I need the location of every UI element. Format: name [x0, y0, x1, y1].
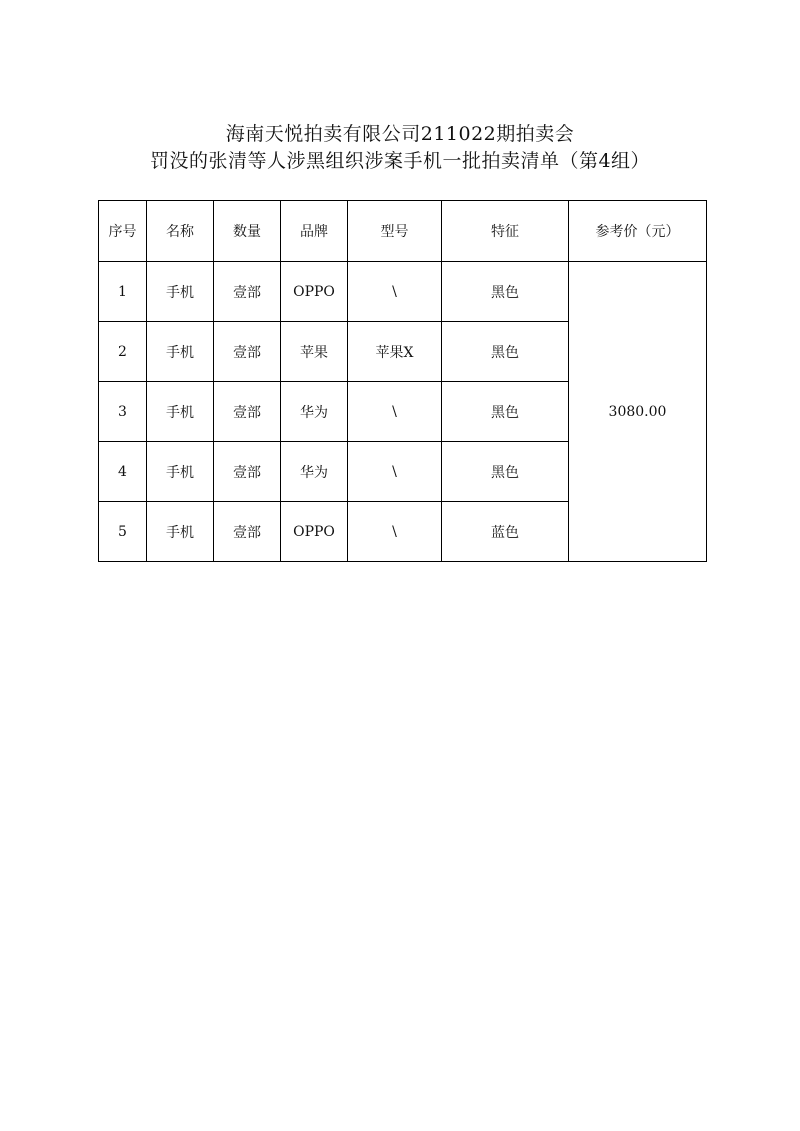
table-row [99, 262, 707, 322]
cell-feature: 蓝色 [442, 502, 569, 562]
cell-quantity: 壹部 [214, 382, 281, 442]
header-brand: 品牌 [281, 201, 348, 262]
cell-model: 苹果X [348, 322, 442, 382]
cell-name: 手机 [147, 262, 214, 322]
header-model: 型号 [348, 201, 442, 262]
cell-index: 4 [99, 442, 147, 502]
cell-index: 5 [99, 502, 147, 562]
cell-quantity: 壹部 [214, 502, 281, 562]
table-header-row [99, 201, 707, 262]
header-price: 参考价（元） [569, 201, 707, 262]
cell-reference-price: 3080.00 [569, 262, 707, 562]
cell-model: \ [348, 262, 442, 322]
cell-quantity: 壹部 [214, 262, 281, 322]
cell-feature: 黑色 [442, 262, 569, 322]
cell-brand: 华为 [281, 382, 348, 442]
cell-model: \ [348, 502, 442, 562]
cell-brand: OPPO [281, 502, 348, 562]
cell-index: 3 [99, 382, 147, 442]
cell-name: 手机 [147, 382, 214, 442]
header-feature: 特征 [442, 201, 569, 262]
document-title-line-2: 罚没的张清等人涉黑组织涉案手机一批拍卖清单（第4组） [149, 150, 651, 172]
cell-feature: 黑色 [442, 442, 569, 502]
cell-quantity: 壹部 [214, 322, 281, 382]
cell-index: 1 [99, 262, 147, 322]
cell-quantity: 壹部 [214, 442, 281, 502]
cell-brand: 苹果 [281, 322, 348, 382]
cell-name: 手机 [147, 442, 214, 502]
cell-brand: 华为 [281, 442, 348, 502]
cell-index: 2 [99, 322, 147, 382]
auction-list-table [98, 200, 707, 562]
header-quantity: 数量 [214, 201, 281, 262]
cell-brand: OPPO [281, 262, 348, 322]
cell-model: \ [348, 382, 442, 442]
cell-name: 手机 [147, 322, 214, 382]
header-name: 名称 [147, 201, 214, 262]
header-index: 序号 [99, 201, 147, 262]
document-title-line-1: 海南天悦拍卖有限公司211022期拍卖会 [225, 123, 575, 145]
cell-feature: 黑色 [442, 382, 569, 442]
cell-feature: 黑色 [442, 322, 569, 382]
cell-model: \ [348, 442, 442, 502]
cell-name: 手机 [147, 502, 214, 562]
